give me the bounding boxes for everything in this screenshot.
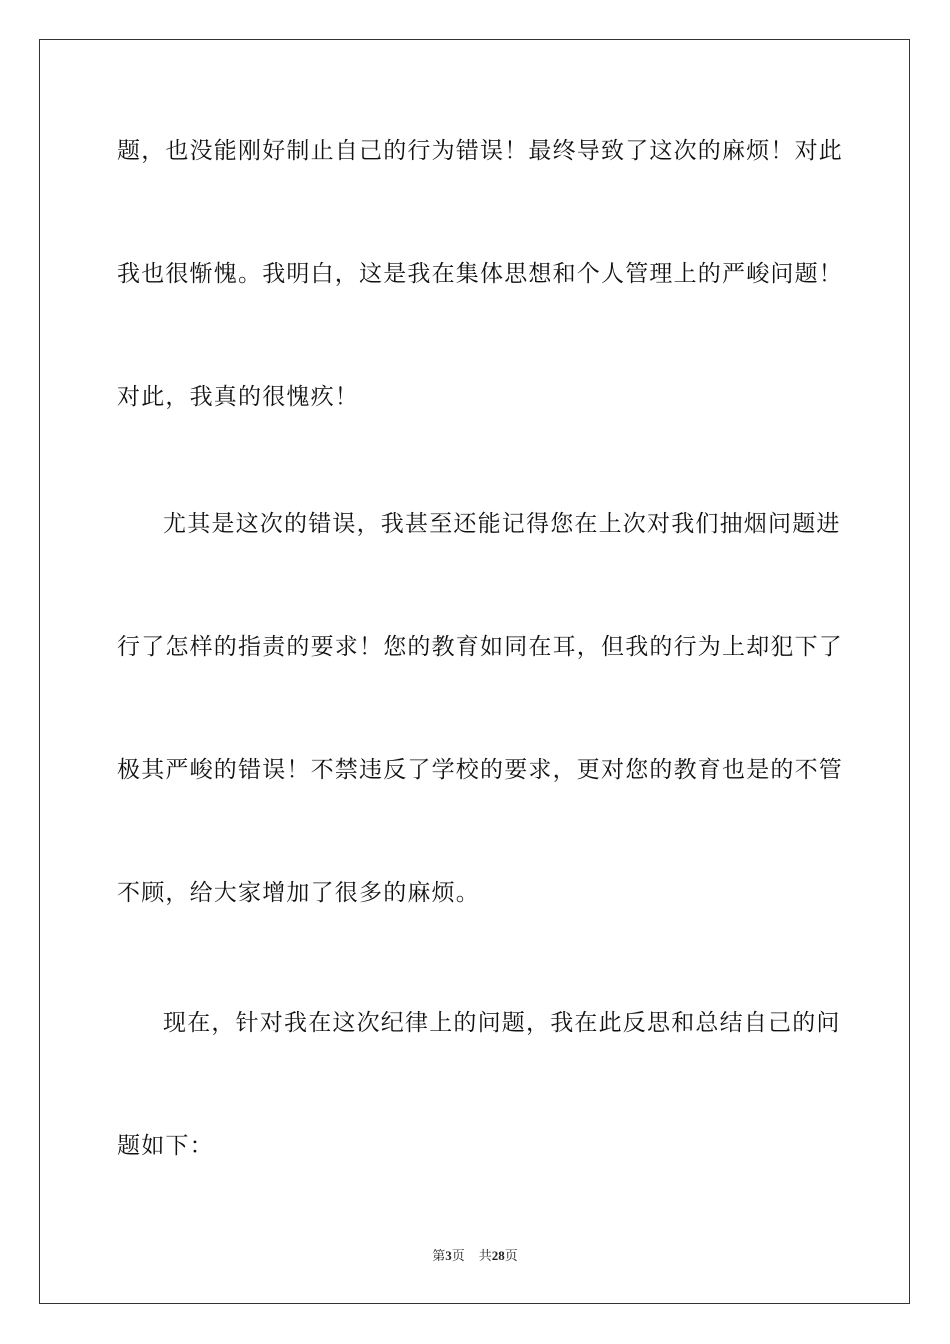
- footer-page-number: 3: [445, 1248, 452, 1263]
- page-frame: [39, 39, 910, 1304]
- body-line-3: 对此，我真的很愧疚！: [117, 384, 359, 410]
- body-line-5: 行了怎样的指责的要求！您的教育如同在耳，但我的行为上却犯下了: [117, 634, 843, 660]
- page-footer: [0, 1247, 950, 1266]
- body-line-4: 尤其是这次的错误，我甚至还能记得您在上次对我们抽烟问题进: [163, 511, 841, 537]
- body-line-8: 现在，针对我在这次纪律上的问题，我在此反思和总结自己的问: [163, 1010, 841, 1036]
- footer-total-pages: 28: [491, 1248, 505, 1263]
- body-line-2: 我也很惭愧。我明白，这是我在集体思想和个人管理上的严峻问题！: [117, 261, 843, 287]
- body-line-9: 题如下：: [117, 1133, 214, 1159]
- footer-page-prefix: 第: [432, 1249, 446, 1264]
- body-line-6: 极其严峻的错误！不禁违反了学校的要求，更对您的教育也是的不管: [117, 757, 843, 783]
- body-line-7: 不顾，给大家增加了很多的麻烦。: [117, 880, 480, 906]
- footer-page-suffix: 页: [451, 1249, 465, 1264]
- footer-total-suffix: 页: [504, 1249, 518, 1264]
- body-line-1: 题，也没能刚好制止自己的行为错误！最终导致了这次的麻烦！对此: [117, 138, 843, 164]
- footer-total-prefix: 共: [478, 1249, 492, 1264]
